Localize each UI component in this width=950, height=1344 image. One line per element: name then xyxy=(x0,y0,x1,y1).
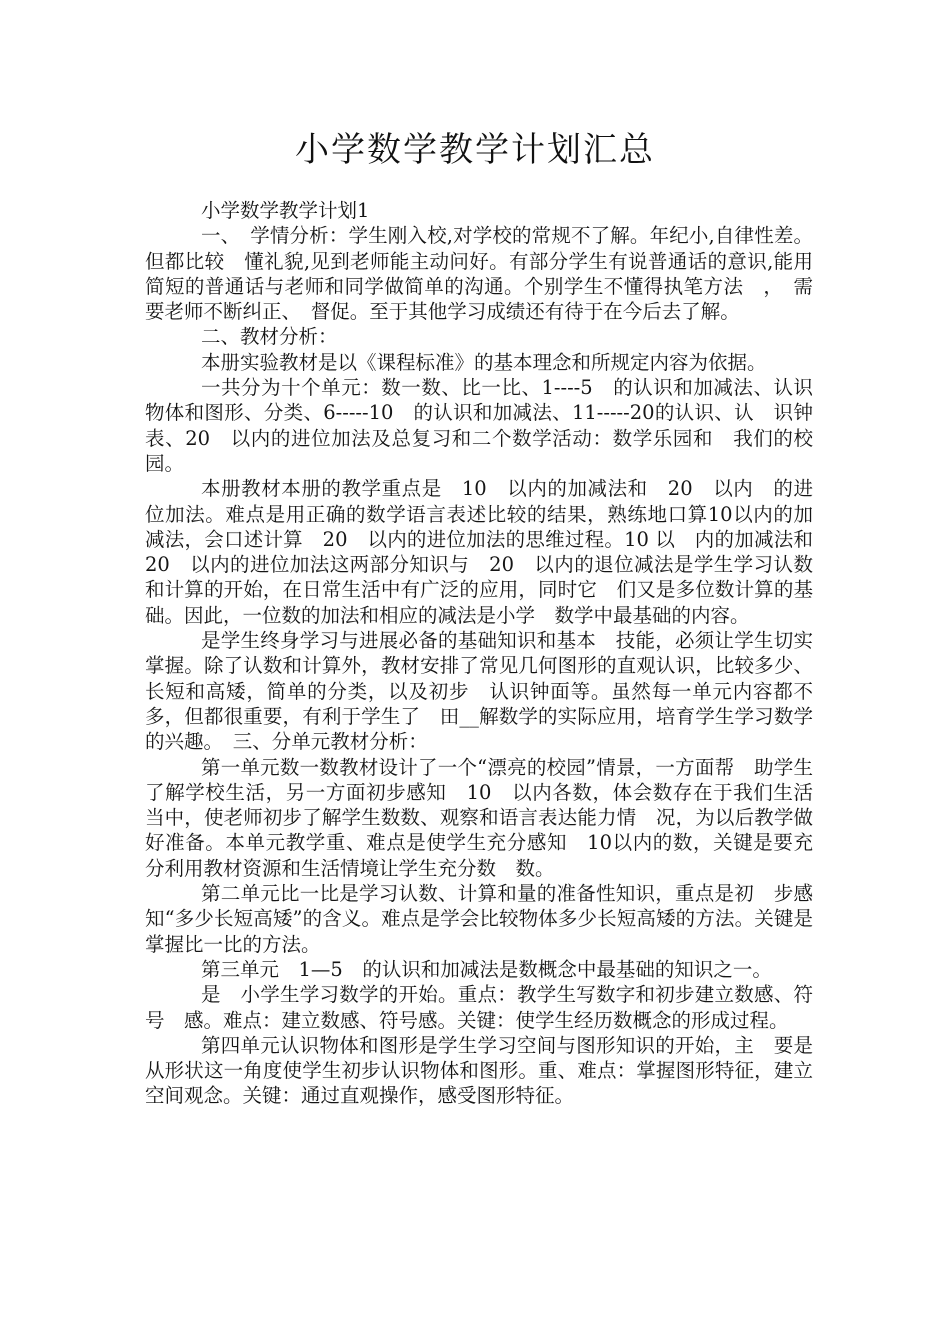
paragraph-unit-three-details: 是 小学生学习数学的开始。重点：教学生写数字和初步建立数感、符号 感。难点：建立数感、符号感。关键：使学生经历数概念的形成过程。 xyxy=(145,983,813,1032)
document-title: 小学数学教学计划汇总 xyxy=(295,130,655,170)
paragraph-unit-one: 第一单元数一数教材设计了一个“漂亮的校园”情景，一方面帮 助学生了解学校生活，另一方面初步感知 10 以内各数，体会数存在于我们生活当中，使老师初步了解学生数数、观察和语言表达能力情 况，为以后教学做好准备。本单元教学重、难点是使学生充分感知 10以内的数，关键是要充分利用教材资源和生活情境让学生充分数 数。 xyxy=(145,755,813,880)
paragraph-unit-two: 第二单元比一比是学习认数、计算和量的准备性知识，重点是初 步感知“多少长短高矮”的含义。难点是学会比较物体多少长短高矮的方法。关键是掌握比一比的方法。 xyxy=(145,882,813,956)
paragraph-key-points: 本册教材本册的教学重点是 10 以内的加减法和 20 以内 的进位加法。难点是用正确的数学语言表述比较的结果，熟练地口算10以内的加减法，会口述计算 20 以内的进位加法的思维过程。10 以 内的加减法和 20 以内的进位加法这两部分知识与 20 以内的退位减法是学生学习认数和计算的开始，在日常生活中有广泛的应用，同时它 们又是多位数计算的基础。因此，一位数的加法和相应的减法是小学 数学中最基础的内容。 xyxy=(145,477,833,627)
paragraph-unit-four: 第四单元认识物体和图形是学生学习空间与图形知识的开始，主 要是从形状这一角度使学生初步认识物体和图形。重、难点：掌握图形特征，建立空间观念。关键：通过直观操作，感受图形特征。 xyxy=(145,1033,813,1108)
paragraph-textbook-analysis-heading: 二、教材分析： xyxy=(201,325,338,349)
paragraph-unit-three: 第三单元 1—5 的认识和加减法是数概念中最基础的知识之一。 xyxy=(201,957,772,981)
paragraph-basic-skills: 是学生终身学习与进展必备的基础知识和基本 技能，必须让学生切实掌握。除了认数和计算外，教材安排了常见几何图形的直观认识，比较多少、长短和高矮，简单的分类，以及初步 认识钟面等。虽然每一单元内容都不多，但都很重要，有利于学生了 田__解数学的实际应用，培育学生学习数学的兴趣。 三、分单元教材分析： xyxy=(145,629,813,754)
document-body xyxy=(145,198,833,1109)
paragraph-units-overview: 一共分为十个单元：数一数、比一比、1----5 的认识和加减法、认识 物体和图形、分类、6-----10 的认识和加减法、11-----20的认识、认 识钟表、20 以内的进位加法及总复习和二个数学活动：数学乐园和 我们的校园。 xyxy=(145,376,833,475)
paragraph-textbook-basis: 本册实验教材是以《课程标准》的基本理念和所规定内容为依据。 xyxy=(201,350,767,374)
paragraph-plan-heading: 小学数学教学计划1 xyxy=(201,199,370,222)
paragraph-student-analysis: 一、 学情分析：学生刚入校,对学校的常规不了解。年纪小,自律性差。但都比较 懂礼貌,见到老师能主动问好。有部分学生有说普通话的意识,能用简短的普通话与老师和同学做简单的沟通。个别学生不懂得执笔方法 ， 需要老师不断纠正、 督促。至于其他学习成绩还有待于在今后去了解。 xyxy=(145,224,813,324)
